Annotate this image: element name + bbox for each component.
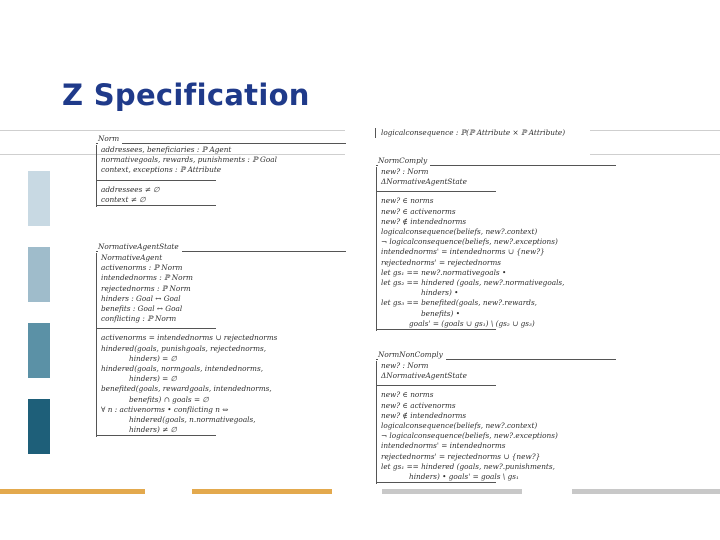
- declaration: ΔNormativeAgentState: [381, 371, 467, 381]
- predicate: benefits) •: [421, 308, 461, 318]
- predicate: hinders) = ∅: [129, 374, 177, 384]
- normative-agent-state-schema: [96, 242, 346, 437]
- predicate: hinders) ≠ ∅: [129, 425, 177, 435]
- schema-footer: [376, 482, 496, 484]
- declaration: activenorms : ℙ Norm: [101, 263, 183, 273]
- predicate: hinders) = ∅: [129, 353, 177, 363]
- declaration: hinders : Goal ↔ Goal: [101, 293, 181, 303]
- predicate: ¬ logicalconsequence(beliefs, new?.exceptions): [381, 237, 558, 247]
- predicate: new? ∉ intendednorms: [381, 216, 467, 226]
- schema-footer: [376, 329, 496, 331]
- predicate: hindered(goals, punishgoals, rejectednorms,: [101, 343, 267, 353]
- schema-separator: [376, 191, 496, 192]
- accent-bar: [572, 489, 720, 494]
- predicate: ¬ logicalconsequence(beliefs, new?.exceptions): [381, 431, 558, 441]
- predicate: benefited(goals, rewardgoals, intendednorms,: [101, 384, 272, 394]
- logicalconsequence-declaration: logicalconsequence : ℙ(ℙ Attribute × ℙ Attribute): [375, 128, 565, 138]
- predicate: intendednorms' = intendednorms ∪ {new?}: [381, 247, 545, 257]
- predicate: new? ∈ norms: [381, 390, 434, 400]
- predicate: rejectednorms' = rejectednorms: [381, 257, 502, 267]
- predicate: let gs₁ == hindered (goals, new?.punishments,: [381, 461, 555, 471]
- predicate: hinders) •: [421, 288, 459, 298]
- schema-name: Norm: [98, 134, 122, 144]
- predicate: rejectednorms' = rejectednorms ∪ {new?}: [381, 451, 541, 461]
- predicate: hinders) • goals' = goals \ gs₁: [409, 472, 519, 482]
- schema-name: NormNonComply: [378, 350, 446, 360]
- predicate: activenorms = intendednorms ∪ rejectednorms: [101, 333, 278, 343]
- predicate: addressees ≠ ∅: [101, 184, 160, 194]
- predicate: new? ∈ norms: [381, 196, 434, 206]
- divider-line: [0, 130, 345, 131]
- predicate: new? ∉ intendednorms: [381, 410, 467, 420]
- divider-line: [590, 130, 720, 131]
- predicate: let gs₃ == benefited(goals, new?.rewards,: [381, 298, 538, 308]
- declaration: ΔNormativeAgentState: [381, 177, 467, 187]
- declaration: intendednorms : ℙ Norm: [101, 273, 193, 283]
- predicate: logicalconsequence(beliefs, new?.context): [381, 227, 538, 237]
- declaration: rejectednorms : ℙ Norm: [101, 283, 191, 293]
- predicate: logicalconsequence(beliefs, new?.context): [381, 421, 538, 431]
- decor-bar-2: [28, 247, 50, 302]
- schema-name: NormativeAgentState: [98, 242, 182, 252]
- predicate: new? ∈ activenorms: [381, 206, 456, 216]
- norm-schema: [96, 134, 346, 207]
- decor-bar-1: [28, 171, 50, 226]
- declaration: NormativeAgent: [101, 253, 163, 262]
- declaration: benefits : Goal ↔ Goal: [101, 304, 183, 314]
- predicate: ∀ n : activenorms • conflicting n ⇔: [101, 404, 229, 414]
- declaration: conflicting : ℙ Norm: [101, 314, 177, 324]
- norm-comply-schema: [376, 156, 616, 331]
- decor-bar-3: [28, 323, 50, 378]
- divider-line: [590, 154, 720, 155]
- norm-non-comply-schema: [376, 350, 616, 484]
- declaration: normativegoals, rewards, punishments : ℙ Goal: [101, 155, 277, 165]
- slide-title: Z Specification: [62, 78, 310, 112]
- predicate: context ≠ ∅: [101, 194, 146, 204]
- predicate: let gs₂ == hindered (goals, new?.normativegoals,: [381, 278, 565, 288]
- declaration: addressees, beneficiaries : ℙ Agent: [101, 145, 232, 154]
- schema-footer: [96, 205, 216, 207]
- predicate: let gs₁ == new?.normativegoals •: [381, 267, 507, 277]
- accent-bar: [382, 489, 522, 494]
- schema-separator: [96, 180, 216, 181]
- schema-separator: [96, 328, 216, 329]
- predicate: new? ∈ activenorms: [381, 400, 456, 410]
- accent-bar: [0, 489, 145, 494]
- schema-separator: [376, 385, 496, 386]
- declaration: new? : Norm: [381, 361, 429, 370]
- declaration: context, exceptions : ℙ Attribute: [101, 165, 222, 175]
- schema-footer: [96, 435, 216, 437]
- predicate: goals' = (goals ∪ gs₁) \ (gs₂ ∪ gs₃): [409, 318, 535, 328]
- schema-name: NormComply: [378, 156, 430, 166]
- predicate: hindered(goals, normgoals, intendednorms,: [101, 364, 264, 374]
- declaration: new? : Norm: [381, 167, 429, 176]
- predicate: benefits) ∩ goals = ∅: [129, 394, 209, 404]
- accent-bar: [192, 489, 332, 494]
- decor-bar-4: [28, 399, 50, 454]
- predicate: hindered(goals, n.normativegoals,: [129, 415, 256, 425]
- predicate: intendednorms' = intendednorms: [381, 441, 506, 451]
